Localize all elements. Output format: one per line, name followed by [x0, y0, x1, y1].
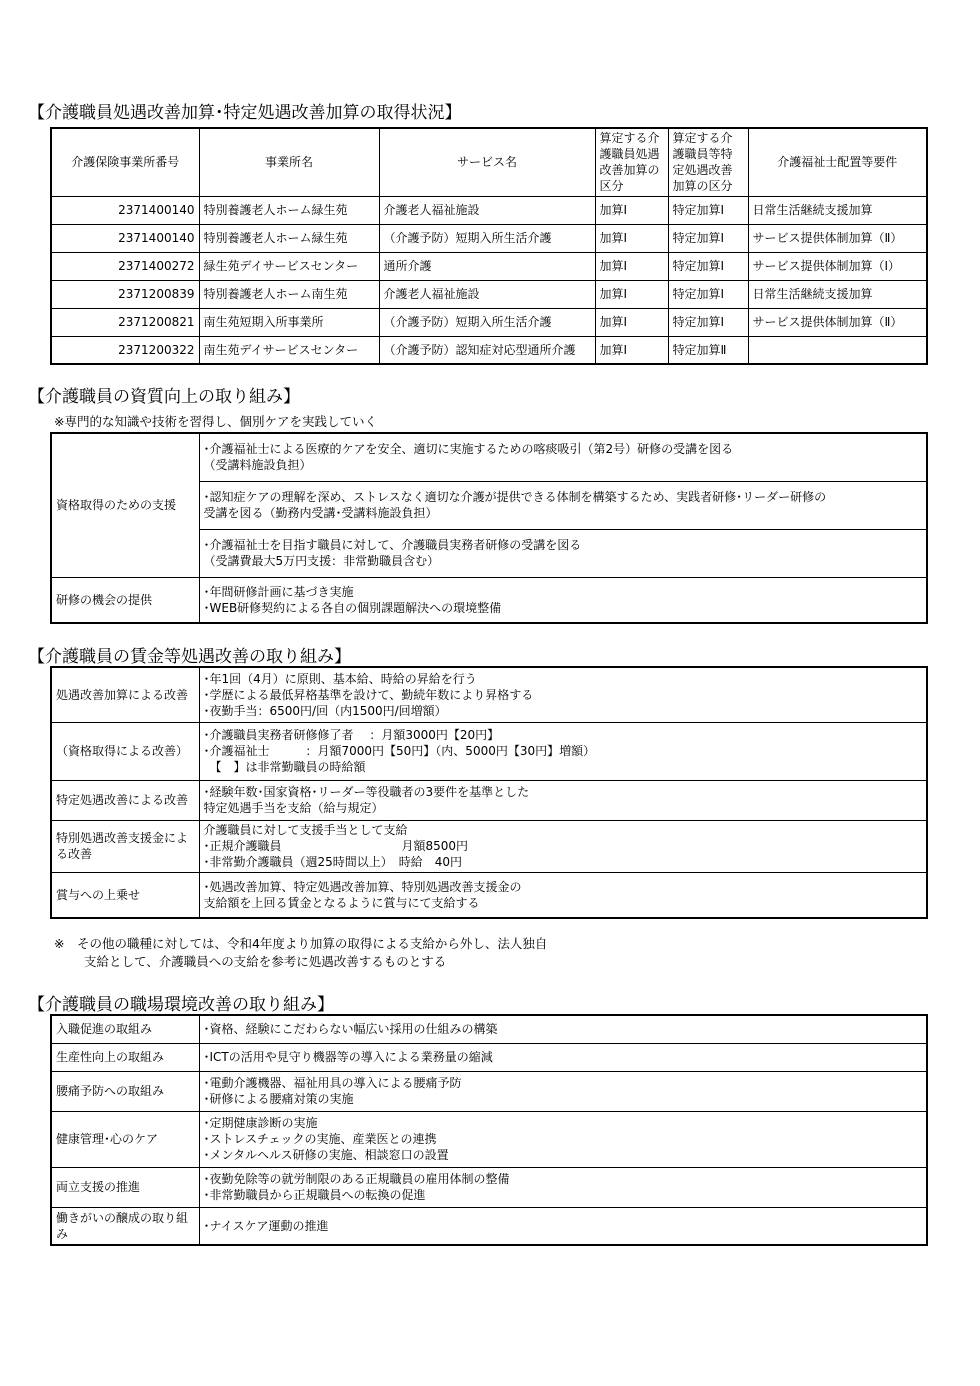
table-row: [51, 308, 927, 336]
table-cell: [199, 481, 927, 529]
cell-line: ･年間研修計画に基づき実施: [203, 584, 354, 599]
table-cell: [199, 780, 927, 820]
table-row: [51, 1111, 927, 1167]
cell-allowance-class: 加算Ⅰ: [595, 224, 668, 252]
section2-note: ※専門的な知識や技術を習得し、個別ケアを実践していく: [54, 414, 377, 429]
cell-line: ･夜勤免除等の就労制限のある正規職員の雇用体制の整備: [203, 1172, 510, 1186]
cell-line: 受講を図る（勤務内受講･受講料施設負担）: [203, 506, 438, 520]
cell-requirements: [748, 336, 927, 364]
section3-title: 【介護職員の賃金等処遇改善の取り組み】: [28, 647, 351, 667]
table-cell: [199, 820, 927, 872]
cell-line: ･介護福祉士を目指す職員に対して、介護職員実務者研修の受講を図る: [203, 538, 582, 552]
table-row: [51, 872, 927, 918]
cell-requirements: サービス提供体制加算（Ⅱ）: [748, 308, 927, 336]
table-row: [51, 433, 927, 481]
col-header-allowance-class: 算定する介護職員処遇改善加算の区分: [595, 128, 668, 196]
row-label-qualification-support: 資格取得のための支援: [51, 433, 199, 577]
cell-line: ･認知症ケアの理解を深め、ストレスなく適切な介護が提供できる体制を構築するため、実践者研修･リーダー研修の: [203, 490, 827, 504]
table-row: [51, 722, 927, 780]
table-row: [51, 336, 927, 364]
table-cell: [199, 1043, 927, 1071]
row-label: 賞与への上乗せ: [51, 872, 199, 918]
table-header-row: [51, 128, 927, 196]
cell-line: 特定処遇手当を支給（給与規定）: [203, 801, 384, 815]
table-row: [51, 1207, 927, 1245]
cell-requirements: サービス提供体制加算（Ⅱ）: [748, 224, 927, 252]
cell-service-name: （介護予防）短期入所生活介護: [379, 308, 595, 336]
cell-line: ･正規介護職員 月額8500円: [203, 839, 469, 853]
cell-line: ･非常勤職員から正規職員への転換の促進: [203, 1188, 426, 1202]
table-row: [51, 224, 927, 252]
cell-line: ･非常勤介護職員（週25時間以上） 時給 40円: [203, 855, 463, 869]
cell-line: ･資格、経験にこだわらない幅広い採用の仕組みの構築: [203, 1022, 498, 1037]
cell-line: ･ICTの活用や見守り機器等の導入による業務量の縮減: [203, 1050, 493, 1064]
table-cell: [199, 1207, 927, 1245]
table-cell: [199, 872, 927, 918]
cell-line: ･介護福祉士による医療的ケアを安全、適切に実施するための喀痰吸引（第2号）研修の受講を図る: [203, 442, 734, 457]
cell-line: ･経験年数･国家資格･リーダー等役職者の3要件を基準とした: [203, 785, 530, 799]
cell-requirements: 日常生活継続支援加算: [748, 280, 927, 308]
table-row: [51, 820, 927, 872]
row-label: （資格取得による改善）: [51, 722, 199, 780]
cell-line: （受講費最大5万円支援：非常勤職員含む）: [203, 554, 440, 568]
table-cell: [199, 722, 927, 780]
cell-office-name: 特別養護老人ホーム南生苑: [199, 280, 379, 308]
cell-line: ･処遇改善加算、特定処遇改善加算、特別処遇改善支援金の: [203, 879, 522, 894]
table-row: [51, 280, 927, 308]
cell-requirements: サービス提供体制加算（Ⅰ）: [748, 252, 927, 280]
cell-line: 介護職員に対して支援手当として支給: [203, 823, 408, 837]
cell-line: ･介護職員実務者研修修了者 ：月額3000円【20円】: [203, 728, 500, 742]
cell-line: ･介護福祉士 ：月額7000円【50円】（内、5000円【30円】増額）: [203, 744, 596, 758]
cell-specific-allowance-class: 特定加算Ⅱ: [668, 336, 748, 364]
table-cell: [199, 1111, 927, 1167]
cell-service-name: 通所介護: [379, 252, 595, 280]
section1-title: 【介護職員処遇改善加算･特定処遇改善加算の取得状況】: [28, 103, 462, 123]
row-label: 生産性向上の取組み: [51, 1043, 199, 1071]
table-row: [51, 577, 927, 623]
quality-improvement-table: [50, 432, 928, 624]
cell-office-name: 南生苑短期入所事業所: [199, 308, 379, 336]
cell-office-number: 2371200322: [51, 336, 199, 364]
cell-specific-allowance-class: 特定加算Ⅰ: [668, 252, 748, 280]
table-cell: [199, 667, 927, 722]
cell-office-name: 南生苑デイサービスセンター: [199, 336, 379, 364]
table-cell: [199, 529, 927, 577]
row-label: 働きがいの醸成の取り組み: [51, 1207, 199, 1245]
cell-office-name: 緑生苑デイサービスセンター: [199, 252, 379, 280]
col-header-office-number: 介護保険事業所番号: [51, 128, 199, 196]
table-cell: [199, 1015, 927, 1043]
cell-specific-allowance-class: 特定加算Ⅰ: [668, 196, 748, 224]
row-label: 両立支援の推進: [51, 1167, 199, 1207]
section3-note-line1: ※ その他の職種に対しては、令和4年度より加算の取得による支給から外し、法人独自: [54, 936, 548, 951]
table-row: [51, 196, 927, 224]
cell-service-name: 介護老人福祉施設: [379, 196, 595, 224]
cell-line: ･WEB研修契約による各自の個別課題解決への環境整備: [203, 600, 502, 615]
section3-note-line2: 支給として、介護職員への支給を参考に処遇改善するものとする: [84, 954, 447, 969]
wage-improvement-table: [50, 666, 928, 919]
cell-line: ･研修による腰痛対策の実施: [203, 1092, 354, 1106]
table-row: [51, 780, 927, 820]
cell-line: ･年1回（4月）に原則、基本給、時給の昇給を行う: [203, 671, 477, 686]
row-label: 健康管理･心のケア: [51, 1111, 199, 1167]
row-label: 入職促進の取組み: [51, 1015, 199, 1043]
cell-office-number: 2371400140: [51, 224, 199, 252]
cell-line: ･夜勤手当：6500円/回（内1500円/回増額）: [203, 703, 447, 718]
table-cell: [199, 433, 927, 481]
allowance-status-table: [50, 127, 928, 365]
cell-line: 【 】は非常勤職員の時給額: [203, 760, 366, 774]
table-cell: [199, 1167, 927, 1207]
table-row: [51, 1167, 927, 1207]
cell-line: （受講料施設負担）: [203, 458, 312, 473]
row-label: 腰痛予防への取組み: [51, 1071, 199, 1111]
cell-allowance-class: 加算Ⅰ: [595, 252, 668, 280]
col-header-service-name: サービス名: [379, 128, 595, 196]
row-label: 特別処遇改善支援金による改善: [51, 820, 199, 872]
cell-line: ･定期健康診断の実施: [203, 1116, 318, 1130]
cell-office-number: 2371200839: [51, 280, 199, 308]
cell-service-name: （介護予防）短期入所生活介護: [379, 224, 595, 252]
cell-allowance-class: 加算Ⅰ: [595, 196, 668, 224]
cell-office-name: 特別養護老人ホーム緑生苑: [199, 224, 379, 252]
cell-service-name: （介護予防）認知症対応型通所介護: [379, 336, 595, 364]
cell-requirements: 日常生活継続支援加算: [748, 196, 927, 224]
section4-title: 【介護職員の職場環境改善の取り組み】: [28, 995, 334, 1015]
table-row: [51, 667, 927, 722]
row-label: 特定処遇改善による改善: [51, 780, 199, 820]
table-cell: [199, 1071, 927, 1111]
cell-service-name: 介護老人福祉施設: [379, 280, 595, 308]
col-header-office-name: 事業所名: [199, 128, 379, 196]
section2-title: 【介護職員の資質向上の取り組み】: [28, 387, 300, 407]
row-label-training-opportunities: 研修の機会の提供: [51, 577, 199, 623]
row-label: 処遇改善加算による改善: [51, 667, 199, 722]
cell-office-name: 特別養護老人ホーム緑生苑: [199, 196, 379, 224]
table-row: [51, 1043, 927, 1071]
cell-line: ･電動介護機器、福祉用具の導入による腰痛予防: [203, 1076, 462, 1090]
cell-office-number: 2371200821: [51, 308, 199, 336]
cell-allowance-class: 加算Ⅰ: [595, 336, 668, 364]
cell-office-number: 2371400272: [51, 252, 199, 280]
table-row: [51, 1071, 927, 1111]
cell-line: ･メンタルヘルス研修の実施、相談窓口の設置: [203, 1148, 449, 1162]
cell-specific-allowance-class: 特定加算Ⅰ: [668, 224, 748, 252]
cell-specific-allowance-class: 特定加算Ⅰ: [668, 308, 748, 336]
cell-line: ･ナイスケア運動の推進: [203, 1218, 329, 1233]
cell-specific-allowance-class: 特定加算Ⅰ: [668, 280, 748, 308]
table-row: [51, 1015, 927, 1043]
cell-line: 支給額を上回る賃金となるように賞与にて支給する: [203, 895, 480, 910]
col-header-requirements: 介護福祉士配置等要件: [748, 128, 927, 196]
workplace-environment-table: [50, 1014, 928, 1246]
table-cell: [199, 577, 927, 623]
cell-allowance-class: 加算Ⅰ: [595, 280, 668, 308]
table-row: [51, 252, 927, 280]
col-header-specific-allowance-class: 算定する介護職員等特定処遇改善加算の区分: [668, 128, 748, 196]
cell-line: ･学歴による最低昇格基準を設けて、勤続年数により昇格する: [203, 687, 534, 702]
cell-line: ･ストレスチェックの実施、産業医との連携: [203, 1132, 437, 1146]
cell-allowance-class: 加算Ⅰ: [595, 308, 668, 336]
cell-office-number: 2371400140: [51, 196, 199, 224]
